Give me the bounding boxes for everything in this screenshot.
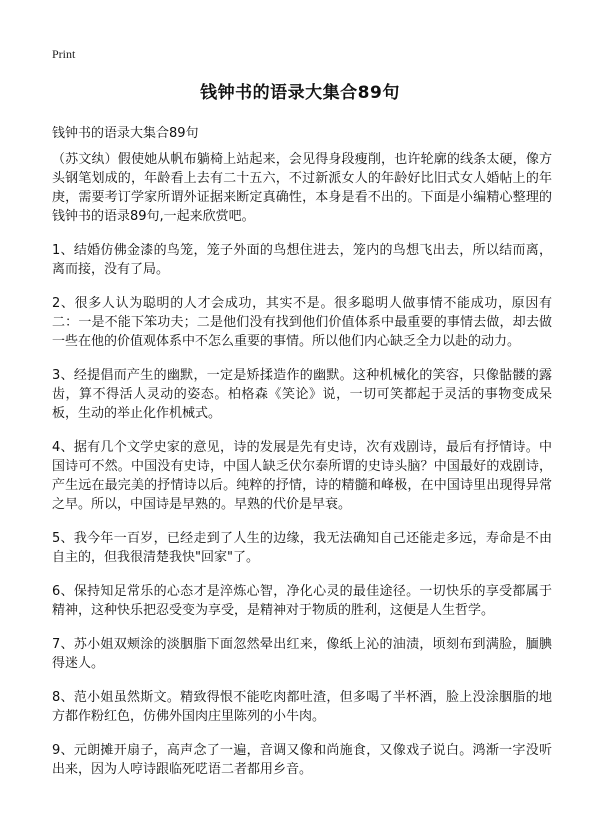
quote-paragraph-4: 4、据有几个文学史家的意见，诗的发展是先有史诗，次有戏剧诗，最后有抒情诗。中国诗可不然。中国没有史诗，中国人缺乏伏尔泰所谓的史诗头脑？中国最好的戏剧诗，产生远在最完美的抒情诗以后。纯粹的抒情，诗的精髓和峰极，在中国诗里出现得异常之早。所以，中国诗是早熟的。早熟的代价是早衰。 [52,440,552,512]
quote-paragraph-7: 7、苏小姐双颊涂的淡胭脂下面忽然晕出红来，像纸上沁的油渍，顷刻布到满脸，腼腆得迷人。 [52,637,552,671]
quote-paragraph-5: 5、我今年一百岁，已经走到了人生的边缘，我无法确知自己还能走多远，寿命是不由自主的，但我很清楚我快"回家"了。 [52,531,552,565]
quote-paragraph-9: 9、元朗摊开扇子，高声念了一遍，音调又像和尚施食，又像戏子说白。鸿渐一字没听出来，因为人哼诗跟临死呓语二者都用乡音。 [52,743,552,777]
document-subtitle: 钱钟书的语录大集合89句 [52,126,199,141]
article-body [52,150,552,794]
document-title: 钱钟书的语录大集合89句 [200,83,400,103]
quote-paragraph-8: 8、范小姐虽然斯文。精致得恨不能吃肉都吐渣，但多喝了半杯酒，脸上没涂胭脂的地方都作粉红色，仿佛外国肉庄里陈列的小牛肉。 [52,690,552,724]
print-link[interactable]: Print [52,47,76,61]
quote-paragraph-2: 2、很多人认为聪明的人才会成功，其实不是。很多聪明人做事情不能成功，原因有二：一是不能下笨功夫；二是他们没有找到他们价值体系中最重要的事情去做，却去做一些在他的价值观体系中不怎么重要的事情。所以他们内心缺乏全力以赴的动力。 [52,296,552,349]
quote-paragraph-1: 1、结婚仿佛金漆的鸟笼，笼子外面的鸟想住进去，笼内的鸟想飞出去，所以结而离，离而接，没有了局。 [52,243,552,277]
quote-paragraph-6: 6、保持知足常乐的心态才是淬炼心智，净化心灵的最佳途径。一切快乐的享受都属于精神，这种快乐把忍受变为享受，是精神对于物质的胜利，这便是人生哲学。 [52,584,552,618]
quote-paragraph-3: 3、经提倡而产生的幽默，一定是矫揉造作的幽默。这种机械化的笑容，只像骷髅的露齿，算不得活人灵动的姿态。柏格森《笑论》说，一切可笑都起于灵活的事物变成呆板，生动的举止化作机械式。 [52,368,552,421]
intro-paragraph: （苏文纨）假使她从帆布躺椅上站起来，会见得身段瘦削，也许轮廓的线条太硬，像方头钢笔划成的，年龄看上去有二十五六，不过新派女人的年龄好比旧式女人婚帖上的年庚，需要考订学家所谓外证据来断定真确性，本身是看不出的。下面是小编精心整理的钱钟书的语录89句,一起来欣赏吧。 [52,152,552,224]
